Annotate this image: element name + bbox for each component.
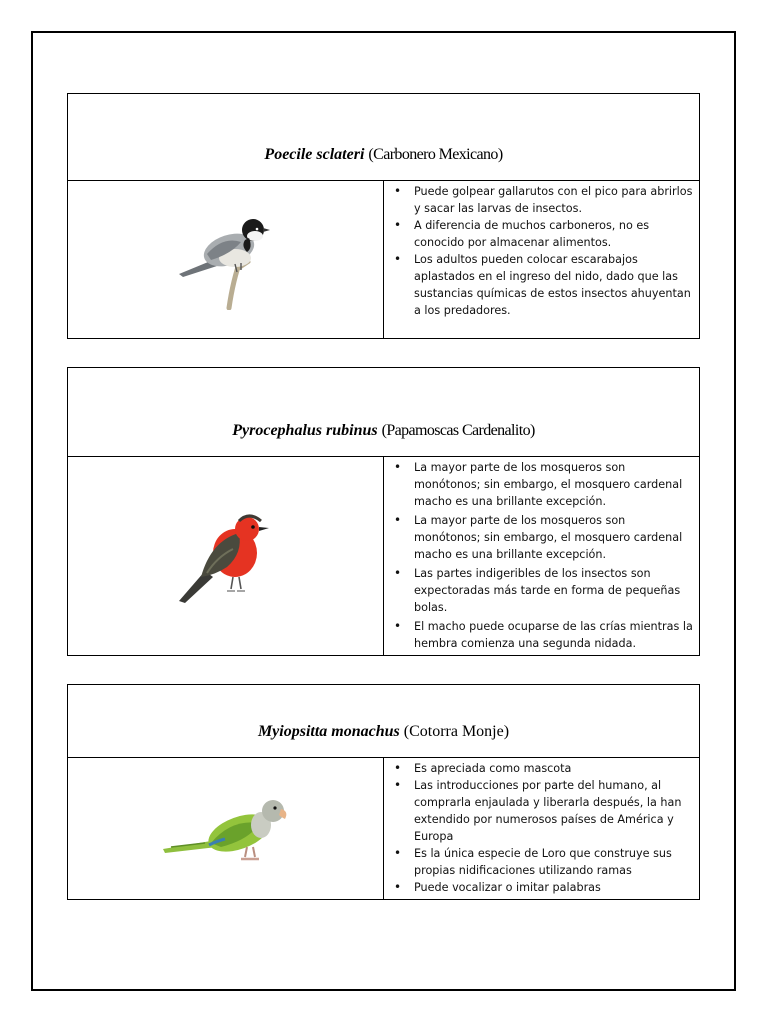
common-name: (Cotorra Monje) bbox=[403, 723, 510, 740]
species-card-myiopsitta bbox=[67, 684, 700, 900]
scientific-name: Pyrocephalus rubinus bbox=[232, 422, 378, 439]
species-title bbox=[68, 685, 699, 758]
fact-item: • La mayor parte de los mosqueros son monótonos; sin embargo, el mosquero cardenal macho es una brillante excepción. bbox=[388, 512, 693, 563]
facts-cell bbox=[384, 758, 699, 899]
fact-item: • Puede golpear gallarutos con el pico para abrirlos y sacar las larvas de insectos. bbox=[388, 183, 693, 217]
facts-list bbox=[388, 183, 693, 319]
fact-item: • Las introducciones por parte del humano, al comprarla enjaulada y liberarla después, la han extendido por numerosos países de América y Europa bbox=[388, 777, 693, 845]
bird-image-cell bbox=[68, 457, 384, 655]
fact-item: • Es la única especie de Loro que construye sus propias nidificaciones utilizando ramas bbox=[388, 845, 693, 879]
facts-cell bbox=[384, 181, 699, 338]
species-title bbox=[68, 94, 699, 181]
chickadee-bird-illustration-icon bbox=[171, 210, 281, 310]
bird-image-cell bbox=[68, 758, 384, 899]
common-name: (Papamoscas Cardenalito) bbox=[381, 422, 535, 439]
species-card-poecile bbox=[67, 93, 700, 339]
fact-item: • Puede vocalizar o imitar palabras bbox=[388, 879, 693, 896]
monk-parakeet-illustration-icon bbox=[161, 789, 291, 869]
fact-item: • La mayor parte de los mosqueros son monótonos; sin embargo, el mosquero cardenal macho es una brillante excepción. bbox=[388, 459, 693, 510]
species-title bbox=[68, 368, 699, 457]
scientific-name: Myiopsitta monachus bbox=[257, 723, 400, 740]
bird-image-cell bbox=[68, 181, 384, 338]
vermilion-flycatcher-illustration-icon bbox=[171, 501, 281, 611]
fact-item: • Es apreciada como mascota bbox=[388, 760, 693, 777]
fact-item: • Las partes indigeribles de los insectos son expectoradas más tarde en forma de pequeñas bolas. bbox=[388, 565, 693, 616]
fact-item: • Los adultos pueden colocar escarabajos aplastados en el ingreso del nido, dado que las sustancias químicas de estos insectos ahuyentan a los predadores. bbox=[388, 251, 693, 319]
scientific-name: Poecile sclateri bbox=[264, 146, 365, 163]
common-name: (Carbonero Mexicano) bbox=[368, 146, 503, 163]
fact-item: • El macho puede ocuparse de las crías mientras la hembra comienza una segunda nidada. bbox=[388, 618, 693, 652]
facts-list bbox=[388, 760, 693, 896]
fact-item: • A diferencia de muchos carboneros, no es conocido por almacenar alimentos. bbox=[388, 217, 693, 251]
species-card-pyrocephalus bbox=[67, 367, 700, 656]
facts-list bbox=[388, 459, 693, 652]
facts-cell bbox=[384, 457, 699, 655]
